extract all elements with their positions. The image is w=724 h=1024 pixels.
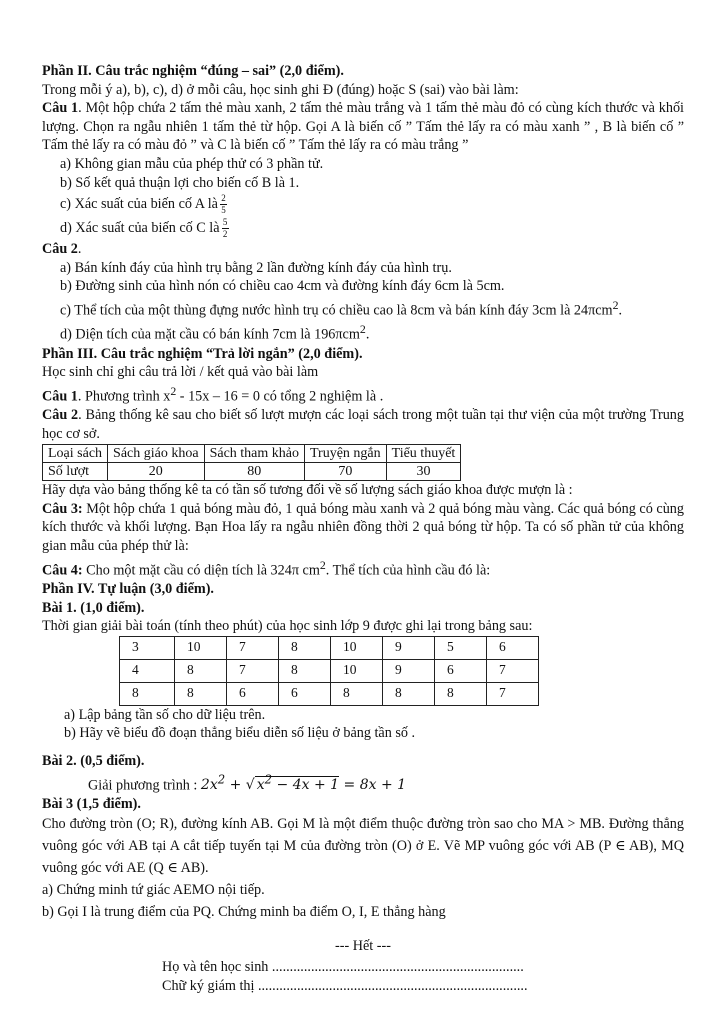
table-cell: 7 — [487, 682, 539, 705]
q-label: Câu 1 — [42, 388, 78, 405]
part2-q1 — [42, 99, 684, 155]
part2-q2-b: b) Đường sinh của hình nón có chiều cao 4cm và đường kính đáy 6cm là 5cm. — [60, 278, 505, 295]
table-cell: Loại sách — [43, 445, 108, 463]
table-cell: 8 — [279, 659, 331, 682]
table-row — [120, 636, 539, 659]
table-cell: 6 — [487, 636, 539, 659]
bai1-b: b) Hãy vẽ biểu đồ đoạn thẳng biểu diễn số liệu ở bảng tần số . — [64, 725, 416, 742]
table-cell: 4 — [120, 659, 175, 682]
part3-q1 — [42, 382, 684, 406]
q-text: Cho một mặt cầu có diện tích là 324π cm — [82, 562, 320, 579]
bai1-heading: Bài 1. (1,0 điểm). — [42, 599, 145, 616]
spacer — [42, 743, 684, 752]
table-cell: 70 — [304, 463, 386, 481]
q-label: Câu 2 — [42, 407, 79, 424]
q-text: . Một hộp chứa 2 tấm thẻ màu xanh, 2 tấm thẻ màu trắng và 1 tấm thẻ màu đỏ có cùng kích thước và khối lượng. Chọn ra ngẫu nhiên 1 tấm thẻ từ hộp. Gọi A là biến cố ” Tấm thẻ lấy ra có màu xanh ” , B là biến cố ” Tấm thẻ lấy ra có màu đỏ ” và C là biến cố ” Tấm thẻ lấy ra có màu trắng ” — [42, 100, 684, 154]
period: . — [618, 302, 623, 319]
student-name-line: Họ và tên học sinh ....................................................................... — [162, 959, 524, 975]
books-table — [42, 444, 461, 481]
table-cell: 6 — [279, 682, 331, 705]
table-cell: 8 — [279, 636, 331, 659]
table-header-row — [43, 445, 461, 463]
table-cell: 7 — [487, 659, 539, 682]
part4-heading: Phần IV. Tự luận (3,0 điểm). — [42, 581, 214, 597]
part3-intro: Học sinh chỉ ghi câu trả lời / kết quả vào bài làm — [42, 364, 319, 381]
part2-q2-d — [42, 320, 684, 344]
q-text: Một hộp chứa 1 quả bóng màu đỏ, 1 quả bóng màu xanh và 2 quả bóng màu vàng. Các quả bóng có cùng kích thước và khối lượng. Bạn Hoa lấy ra ngẫu nhiên đồng thời 2 quả bóng từ hộp. Ta có số phần tử của không gian mẫu của phép thử là: — [42, 500, 684, 555]
superscript: 2 — [319, 557, 326, 572]
q-label: Câu 1 — [42, 100, 79, 117]
table-cell: 80 — [204, 463, 304, 481]
part2-heading: Phần II. Câu trắc nghiệm “đúng – sai” (2,0 điểm). — [42, 63, 344, 79]
option-text: d) Diện tích của mặt cầu có bán kính 7cm là 196πcm — [60, 327, 360, 343]
part2-q2-c — [42, 296, 684, 320]
table-cell: Sách tham khảo — [204, 445, 304, 463]
fraction-numerator: 5 — [222, 217, 228, 228]
superscript: 2 — [359, 322, 366, 337]
table-cell: 3 — [120, 636, 175, 659]
q-text: . Thể tích của hình cầu đó là: — [325, 562, 491, 579]
q-label: Câu 3: — [42, 500, 83, 517]
table-cell: 8 — [331, 682, 383, 705]
equation-intro: Giải phương trình : — [88, 777, 201, 794]
q-label: Câu 4: — [42, 562, 83, 579]
table-row — [120, 659, 539, 682]
table-cell: 8 — [175, 682, 227, 705]
q-text: - 15x – 16 = 0 có tổng 2 nghiệm là . — [176, 388, 384, 405]
fraction-denominator: 5 — [221, 205, 226, 216]
table-cell: 7 — [227, 659, 279, 682]
part2-q2-a: a) Bán kính đáy của hình trụ bằng 2 lần đường kính đáy của hình trụ. — [60, 259, 452, 276]
option-text: d) Xác suất của biến cố C là — [60, 220, 220, 237]
q-dot: . — [77, 241, 82, 258]
bai3-heading: Bài 3 (1,5 điểm). — [42, 795, 141, 812]
part3-heading: Phần III. Câu trắc nghiệm “Trả lời ngắn” (2,0 điểm). — [42, 345, 363, 362]
table-row — [43, 463, 461, 481]
table-row — [120, 682, 539, 705]
fraction-denominator: 2 — [222, 229, 228, 240]
table-cell: 10 — [331, 659, 383, 682]
table-cell: Truyện ngắn — [304, 445, 386, 463]
table-cell: 5 — [435, 636, 487, 659]
table-cell: 7 — [227, 636, 279, 659]
part2-q1-d — [42, 216, 684, 240]
table-cell: 8 — [383, 682, 435, 705]
table-cell: 10 — [175, 636, 227, 659]
q-label: Câu 2 — [42, 241, 78, 258]
q-text: . Phương trình x — [77, 388, 171, 405]
bai2-heading: Bài 2. (0,5 điểm). — [42, 752, 145, 769]
table-cell: 9 — [383, 636, 435, 659]
fraction-numerator: 2 — [221, 193, 226, 204]
table-cell: 9 — [383, 659, 435, 682]
table-cell: 6 — [227, 682, 279, 705]
part3-q2-after: Hãy dựa vào bảng thống kê ta có tần số tương đối về số lượng sách giáo khoa được mượn là : — [42, 482, 573, 499]
end-marker: --- Hết --- — [335, 938, 391, 955]
table-cell: Sách giáo khoa — [108, 445, 205, 463]
table-cell: 20 — [108, 463, 205, 481]
fraction — [222, 218, 229, 239]
part3-q4 — [42, 556, 684, 580]
part2-q1-b: b) Số kết quả thuận lợi cho biến cố B là 1. — [60, 174, 300, 191]
q-text: . Bảng thống kê sau cho biết số lượt mượn các loại sách trong một tuần tại thư viện của một trường Trung học cơ sở. — [42, 407, 684, 442]
table-cell: Tiểu thuyết — [386, 445, 461, 463]
part2-q1-c — [42, 192, 684, 216]
bai3-text: Cho đường tròn (O; R), đường kính AB. Gọi M là một điểm thuộc đường tròn sao cho MA > MB. Đường thẳng vuông góc với AB tại A cắt tiếp tuyến tại M của đường tròn (O) ở E. Vẽ MP vuông góc với AB (P ∈ AB), MQ vuông góc với AE (Q ∈ AB). — [42, 816, 684, 877]
superscript: 2 — [170, 383, 177, 398]
fraction — [220, 194, 227, 215]
times-table — [119, 636, 539, 706]
table-cell: 30 — [386, 463, 461, 481]
bai2-equation — [42, 771, 684, 795]
exam-content — [42, 62, 684, 995]
equation-formula: $2x^2$ + √ $x^2 - 4x + 1 = 8x + 1$ — [200, 772, 407, 794]
bai1-tasks — [42, 706, 684, 743]
table-cell: 8 — [435, 682, 487, 705]
period: . — [365, 327, 370, 343]
bai3-b: b) Gọi I là trung điểm của PQ. Chứng minh ba điểm O, I, E thẳng hàng — [42, 904, 446, 921]
option-text: c) Thể tích của một thùng đựng nước hình trụ có chiều cao là 8cm và bán kính đáy 3cm là 24πcm — [60, 302, 613, 319]
bai1-a: a) Lập bảng tần số cho dữ liệu trên. — [64, 706, 266, 723]
part2-q2 — [42, 240, 684, 259]
bai3-a: a) Chứng minh tứ giác AEMO nội tiếp. — [42, 882, 265, 899]
table-cell: 6 — [435, 659, 487, 682]
table-cell: 10 — [331, 636, 383, 659]
table-cell: 8 — [175, 659, 227, 682]
part2-intro: Trong mỗi ý a), b), c), d) ở mỗi câu, học sinh ghi Đ (đúng) hoặc S (sai) vào bài làm: — [42, 81, 519, 98]
table-cell: 8 — [120, 682, 175, 705]
part3-q2 — [42, 406, 684, 443]
option-text: c) Xác suất của biến cố A là — [60, 196, 218, 213]
invigilator-signature-line: Chữ ký giám thị ............................................................................ — [162, 977, 528, 994]
table-cell: Số lượt — [43, 463, 108, 481]
part2-q1-a: a) Không gian mẫu của phép thử có 3 phần tử. — [60, 155, 324, 172]
part3-q3 — [42, 500, 684, 556]
superscript: 2 — [612, 297, 619, 312]
bai1-intro: Thời gian giải bài toán (tính theo phút) của học sinh lớp 9 được ghi lại trong bảng sau: — [42, 618, 533, 635]
